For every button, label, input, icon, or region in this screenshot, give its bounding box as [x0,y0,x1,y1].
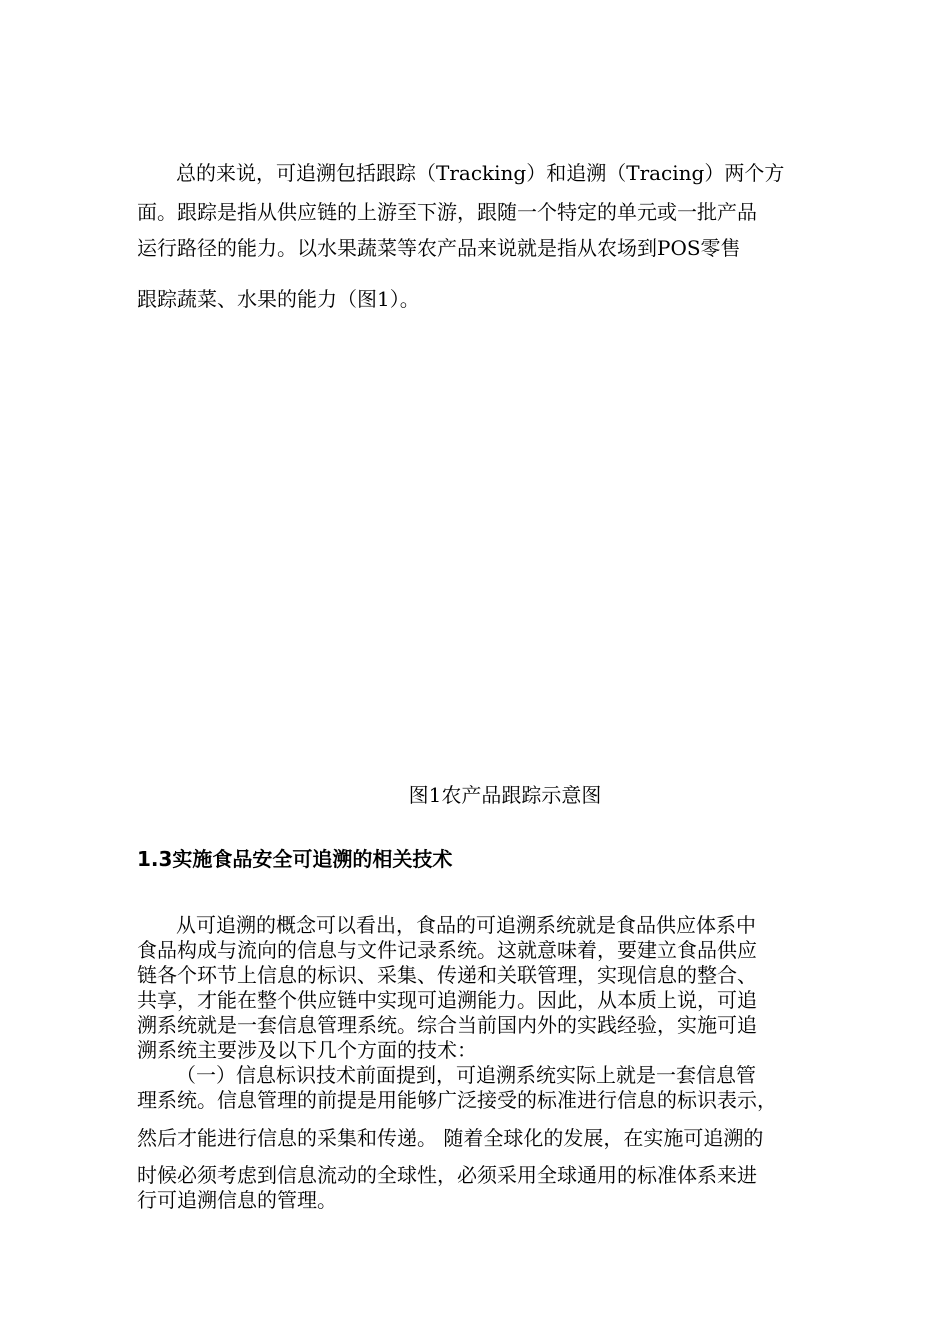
paragraph1-line-3: 运行路径的能力。以水果蔬菜等农产品来说就是指从农场到POS零售 [137,236,741,260]
paragraph3-line-5: 行可追溯信息的管理。 [137,1188,337,1212]
paragraph2-line-2: 食品构成与流向的信息与文件记录系统。这就意味着，要建立食品供应 [137,938,757,962]
paragraph3-line-4: 时候必须考虑到信息流动的全球性，必须采用全球通用的标准体系来进 [137,1163,757,1187]
paragraph2-line-4: 共享，才能在整个供应链中实现可追溯能力。因此，从本质上说，可追 [137,988,757,1012]
paragraph3-line-3: 然后才能进行信息的采集和传递。 随着全球化的发展，在实施可追溯的 [137,1126,764,1150]
figure-placeholder [137,330,827,760]
paragraph1-line-4: 跟踪蔬菜、水果的能力（图1）。 [137,287,420,311]
figure-caption: 图1农产品跟踪示意图 [408,783,602,807]
paragraph2-line-1: 从可追溯的概念可以看出，食品的可追溯系统就是食品供应体系中 [176,913,756,937]
paragraph2-line-6: 溯系统主要涉及以下几个方面的技术： [137,1038,477,1062]
paragraph1-line-1: 总的来说，可追溯包括跟踪（Tracking）和追溯（Tracing）两个方 [176,161,785,185]
paragraph3-line-2: 理系统。信息管理的前提是用能够广泛接受的标准进行信息的标识表示， [137,1088,777,1112]
paragraph2-line-3: 链各个环节上信息的标识、采集、传递和关联管理，实现信息的整合、 [137,963,757,987]
paragraph1-line-2: 面。跟踪是指从供应链的上游至下游，跟随一个特定的单元或一批产品 [137,200,757,224]
section-heading: 1.3实施食品安全可追溯的相关技术 [137,847,453,871]
paragraph3-line-1: （一）信息标识技术前面提到，可追溯系统实际上就是一套信息管 [176,1063,756,1087]
paragraph2-line-5: 溯系统就是一套信息管理系统。综合当前国内外的实践经验，实施可追 [137,1013,757,1037]
